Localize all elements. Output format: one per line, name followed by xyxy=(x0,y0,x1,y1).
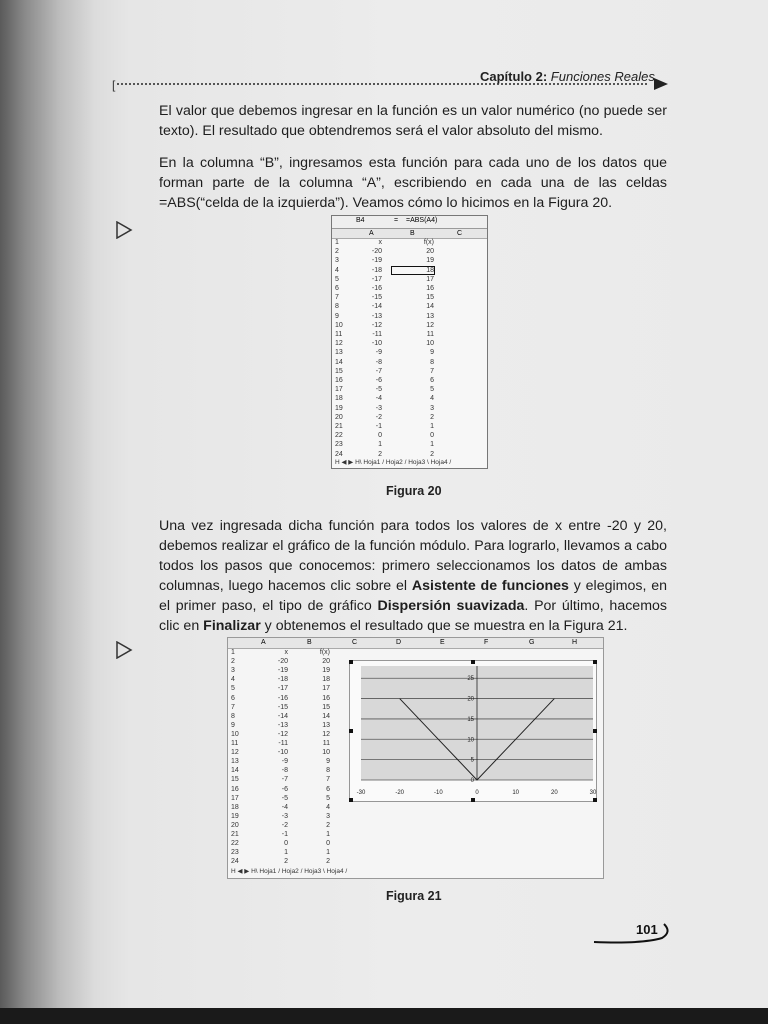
table-row xyxy=(332,405,487,414)
page-bottom-edge xyxy=(0,1008,768,1024)
column-header-g: G xyxy=(529,639,535,646)
row-number: 14 xyxy=(231,767,239,775)
row-number: 5 xyxy=(231,685,235,693)
cell-x: -4 xyxy=(281,803,288,811)
y-tick-label: 5 xyxy=(470,757,474,764)
row-number: 10 xyxy=(231,730,239,738)
table-row xyxy=(332,285,487,294)
p3-bold-dispersion: Dispersión suavizada xyxy=(377,598,525,614)
table-row xyxy=(228,840,338,849)
column-header-d: D xyxy=(396,639,402,646)
formula-equals: = xyxy=(394,217,399,224)
table-row xyxy=(332,359,487,368)
row-number: 14 xyxy=(335,358,343,366)
row-number: 13 xyxy=(335,349,343,357)
cell-fx: 1 xyxy=(326,849,330,857)
column-header-a: A xyxy=(261,639,266,646)
table-row xyxy=(228,685,338,694)
row-number: 13 xyxy=(231,758,239,766)
cell-fx: 12 xyxy=(322,730,330,738)
cell-fx: 16 xyxy=(322,694,330,702)
cell-fx: 8 xyxy=(430,358,434,366)
cell-x: x xyxy=(284,649,288,656)
cell-fx: 13 xyxy=(322,721,330,729)
table-row xyxy=(332,423,487,432)
row-number: 23 xyxy=(231,849,239,857)
y-tick-label: 20 xyxy=(467,696,474,703)
cell-x: -18 xyxy=(277,676,288,684)
table-row xyxy=(332,313,487,322)
p3-text-e: . Por último, hacemos clic en xyxy=(159,598,667,634)
cell-x: -16 xyxy=(371,285,382,292)
table-row xyxy=(228,676,338,685)
table-row xyxy=(332,441,487,450)
table-row xyxy=(332,340,487,349)
row-number: 1 xyxy=(231,649,235,656)
row-number: 7 xyxy=(335,294,339,302)
table-row xyxy=(228,776,338,785)
cell-fx: 19 xyxy=(426,257,434,265)
row-number: 7 xyxy=(231,703,235,711)
table-row xyxy=(332,257,487,266)
row-number: 3 xyxy=(335,257,339,265)
cell-x: -3 xyxy=(375,404,382,412)
cell-x: 1 xyxy=(284,849,288,857)
p3-bold-finalizar: Finalizar xyxy=(203,618,261,634)
table-row xyxy=(228,731,338,740)
cell-x: x xyxy=(378,239,382,246)
cell-fx: 6 xyxy=(430,377,434,384)
cell-x: -3 xyxy=(281,812,288,820)
x-tick-label: 10 xyxy=(512,790,520,796)
cell-fx: 9 xyxy=(326,758,330,766)
table-row xyxy=(228,767,338,776)
table-row xyxy=(332,294,487,303)
table-row xyxy=(228,722,338,731)
row-number: 20 xyxy=(231,821,239,829)
cell-fx: 6 xyxy=(326,785,330,793)
table-row xyxy=(228,713,338,722)
table-row xyxy=(332,322,487,331)
table-row xyxy=(228,822,338,831)
cell-x: 0 xyxy=(284,840,288,848)
formula-bar xyxy=(332,216,487,229)
cell-x: -11 xyxy=(278,740,288,747)
header-arrow-icon xyxy=(654,78,668,90)
cell-x: -13 xyxy=(371,312,382,320)
cell-x: -8 xyxy=(281,767,288,775)
table-row xyxy=(228,804,338,813)
cell-x: -13 xyxy=(277,721,288,729)
cell-fx: 4 xyxy=(430,395,434,403)
cell-x: -14 xyxy=(277,712,288,720)
cell-x: -19 xyxy=(371,257,382,265)
y-tick-label: 10 xyxy=(467,737,474,744)
selection-handle xyxy=(349,729,353,733)
cell-x: -7 xyxy=(281,776,288,784)
cell-fx: 2 xyxy=(430,413,434,421)
cell-x: -18 xyxy=(371,266,382,274)
name-box: B4 xyxy=(356,217,365,224)
cell-fx: 14 xyxy=(426,303,434,311)
row-number: 18 xyxy=(231,803,239,811)
row-number: 20 xyxy=(335,413,343,421)
figure-21-caption: Figura 21 xyxy=(386,889,442,903)
selection-handle xyxy=(349,798,353,802)
table-row xyxy=(228,795,338,804)
row-number: 2 xyxy=(335,248,339,256)
table-row xyxy=(332,395,487,404)
row-number: 9 xyxy=(335,312,339,320)
cell-fx: 7 xyxy=(430,367,434,375)
selection-handle xyxy=(593,729,597,733)
cell-x: -12 xyxy=(277,730,288,738)
selection-handle xyxy=(471,660,475,664)
table-row xyxy=(228,749,338,758)
row-number: 6 xyxy=(231,694,235,702)
table-row xyxy=(228,695,338,704)
column-header-f: F xyxy=(484,639,489,646)
cell-fx: 8 xyxy=(326,767,330,775)
selection-handle xyxy=(471,798,475,802)
cell-fx: 2 xyxy=(430,450,434,458)
cell-fx: 17 xyxy=(322,685,330,693)
cell-fx: 0 xyxy=(326,840,330,848)
column-headers xyxy=(332,229,487,239)
table-row xyxy=(332,349,487,358)
table-row xyxy=(228,758,338,767)
table-row xyxy=(228,831,338,840)
row-number: 23 xyxy=(335,441,343,449)
row-number: 9 xyxy=(231,721,235,729)
row-number: 6 xyxy=(335,285,339,292)
column-header-b: B xyxy=(410,230,415,237)
cell-x: -15 xyxy=(277,703,288,711)
cell-x: -17 xyxy=(371,275,382,283)
row-number: 1 xyxy=(335,239,339,246)
cell-fx: 4 xyxy=(326,803,330,811)
table-row xyxy=(228,740,338,749)
cell-fx: 5 xyxy=(326,794,330,802)
cell-fx: 10 xyxy=(322,749,330,757)
cell-fx: 1 xyxy=(326,831,330,838)
column-header-a: A xyxy=(369,230,374,237)
scatter-chart xyxy=(349,660,597,802)
chapter-title: Funciones Reales xyxy=(550,69,655,84)
row-number: 8 xyxy=(231,712,235,720)
row-number: 12 xyxy=(335,340,343,348)
row-number: 17 xyxy=(335,386,343,394)
cell-fx: f(x) xyxy=(423,239,434,246)
table-row xyxy=(332,386,487,395)
row-number: 4 xyxy=(335,266,339,274)
row-number: 15 xyxy=(231,776,239,784)
row-number: 24 xyxy=(335,450,343,458)
row-number: 5 xyxy=(335,275,339,283)
table-row xyxy=(332,331,487,340)
cell-fx: 3 xyxy=(430,404,434,412)
cell-x: -7 xyxy=(375,367,382,375)
cell-fx: 9 xyxy=(430,349,434,357)
row-number: 15 xyxy=(335,367,343,375)
p3-text-a: Una vez ingresada dicha función para todos los valores de x entre -20 y 20, debemos realizar el gráfico de la función módulo. Para lograrlo, llevamos a cabo todos los pasos que conocemos: primero seleccionamos los datos de ambas columnas, luego hacemos clic sobre el xyxy=(159,518,667,594)
cell-fx: 0 xyxy=(430,432,434,440)
cell-x: -20 xyxy=(371,248,382,256)
table-row xyxy=(228,667,338,676)
y-tick-label: 0 xyxy=(470,778,474,784)
p3-bold-asistente: Asistente de funciones xyxy=(411,578,569,594)
cell-x: -8 xyxy=(375,358,382,366)
cell-x: -6 xyxy=(281,785,288,793)
table-row xyxy=(228,786,338,795)
cell-x: -4 xyxy=(375,395,382,403)
table-row xyxy=(228,658,338,667)
x-tick-label: -20 xyxy=(395,790,405,796)
selection-handle xyxy=(593,798,597,802)
margin-triangle-icon xyxy=(115,641,133,659)
cell-x: -19 xyxy=(277,667,288,675)
cell-fx: 10 xyxy=(426,340,434,348)
sheet-tabs: H ◀ ▶ H\ Hoja1 / Hoja2 / Hoja3 \ Hoja4 / xyxy=(335,459,452,466)
cell-x: -10 xyxy=(371,340,382,348)
table-row xyxy=(228,849,338,858)
x-tick-label: 30 xyxy=(589,790,597,796)
chapter-label: Capítulo 2: xyxy=(480,69,548,84)
cell-x: -11 xyxy=(372,331,382,338)
y-tick-label: 15 xyxy=(467,716,474,723)
x-tick-label: -30 xyxy=(356,790,366,796)
cell-x: -16 xyxy=(277,694,288,702)
x-tick-label: -10 xyxy=(433,790,443,796)
p3-text-g: y obtenemos el resultado que se muestra en la Figura 21. xyxy=(260,618,628,634)
cell-x: -2 xyxy=(375,413,382,421)
y-tick-label: 25 xyxy=(467,676,474,683)
cell-fx: 18 xyxy=(322,676,330,684)
row-number: 16 xyxy=(231,785,239,793)
paragraph-2: En la columna “B”, ingresamos esta función para cada uno de los datos que forman parte de la columna “A”, escribiendo en cada una de las celdas =ABS(“celda de la izquierda”). Veamos cómo lo hicimos en la Figura 20. xyxy=(159,155,667,211)
cell-fx: 19 xyxy=(322,667,330,675)
row-number: 4 xyxy=(231,676,235,684)
cell-x: -15 xyxy=(371,294,382,302)
row-number: 11 xyxy=(335,331,343,338)
cell-fx: 2 xyxy=(326,858,330,866)
paragraph-3 xyxy=(159,516,667,636)
cell-fx: 12 xyxy=(426,321,434,329)
row-number: 24 xyxy=(231,858,239,866)
figure-20-spreadsheet xyxy=(331,215,488,469)
column-header-c: C xyxy=(352,639,358,646)
row-number: 22 xyxy=(231,840,239,848)
table-row xyxy=(228,649,338,658)
running-head xyxy=(480,69,655,84)
cell-x: -1 xyxy=(281,831,288,838)
x-tick-label: 0 xyxy=(475,790,479,796)
cell-x: -9 xyxy=(375,349,382,357)
cell-fx: 3 xyxy=(326,812,330,820)
cell-fx: 17 xyxy=(426,275,434,283)
table-row xyxy=(228,858,338,867)
column-header-b: B xyxy=(307,639,312,646)
cell-x: -10 xyxy=(277,749,288,757)
cell-fx: f(x) xyxy=(319,649,330,656)
cell-x: 2 xyxy=(378,450,382,458)
column-header-c: C xyxy=(457,230,463,237)
cell-x: -12 xyxy=(371,321,382,329)
row-number: 18 xyxy=(335,395,343,403)
cell-fx: 7 xyxy=(326,776,330,784)
figure-20-caption: Figura 20 xyxy=(386,484,442,498)
cell-x: 0 xyxy=(378,432,382,440)
row-number: 21 xyxy=(335,423,343,430)
cell-fx: 11 xyxy=(322,740,330,747)
row-number: 19 xyxy=(335,404,343,412)
margin-triangle-icon xyxy=(115,221,133,239)
column-header-e: E xyxy=(440,639,445,646)
row-number: 17 xyxy=(231,794,239,802)
selection-handle xyxy=(593,660,597,664)
cell-fx: 14 xyxy=(322,712,330,720)
row-number: 11 xyxy=(231,740,239,747)
table-row xyxy=(332,239,487,248)
paragraph-1: El valor que debemos ingresar en la función es un valor numérico (no puede ser texto). El resultado que obtendremos será el valor absoluto del mismo. xyxy=(159,103,667,139)
cell-x: 2 xyxy=(284,858,288,866)
x-tick-label: 20 xyxy=(550,790,558,796)
row-number: 22 xyxy=(335,432,343,440)
table-row xyxy=(332,414,487,423)
row-number: 21 xyxy=(231,831,239,838)
cell-fx: 16 xyxy=(426,285,434,292)
row-number: 12 xyxy=(231,749,239,757)
cell-x: 1 xyxy=(378,441,382,449)
page-number-swoosh xyxy=(592,918,672,946)
row-number: 8 xyxy=(335,303,339,311)
cell-fx: 15 xyxy=(322,703,330,711)
cell-fx: 11 xyxy=(426,331,434,338)
column-header-h: H xyxy=(572,639,578,646)
row-number: 10 xyxy=(335,321,343,329)
row-number: 3 xyxy=(231,667,235,675)
cell-x: -5 xyxy=(375,386,382,394)
page-number: 101 xyxy=(636,922,658,937)
cell-x: -1 xyxy=(375,423,382,430)
cell-fx: 20 xyxy=(426,248,434,256)
cell-x: -14 xyxy=(371,303,382,311)
cell-x: -17 xyxy=(277,685,288,693)
row-number: 16 xyxy=(335,377,343,384)
table-row xyxy=(332,377,487,386)
cell-fx: 5 xyxy=(430,386,434,394)
row-number: 19 xyxy=(231,812,239,820)
cell-x: -5 xyxy=(281,794,288,802)
selection-handle xyxy=(349,660,353,664)
cell-fx: 15 xyxy=(426,294,434,302)
column-headers xyxy=(228,638,603,649)
cell-fx: 18 xyxy=(392,267,434,274)
table-row xyxy=(332,267,487,276)
cell-x: -2 xyxy=(281,821,288,829)
row-number: 2 xyxy=(231,658,235,666)
cell-x: -20 xyxy=(277,658,288,666)
table-row xyxy=(228,704,338,713)
table-row xyxy=(332,432,487,441)
cell-fx: 2 xyxy=(326,821,330,829)
table-row xyxy=(228,813,338,822)
table-row xyxy=(332,303,487,312)
cell-fx: 20 xyxy=(322,658,330,666)
p3-text-c: y elegimos, en el primer paso, el tipo de gráfico xyxy=(159,578,667,614)
cell-fx: 1 xyxy=(430,441,434,449)
cell-fx: 1 xyxy=(430,423,434,430)
sheet-tabs: H ◀ ▶ H\ Hoja1 / Hoja2 / Hoja3 \ Hoja4 / xyxy=(231,868,348,875)
formula-text: =ABS(A4) xyxy=(406,217,438,224)
cell-fx: 13 xyxy=(426,312,434,320)
cell-x: -9 xyxy=(281,758,288,766)
header-bracket: [ xyxy=(112,78,116,92)
table-row xyxy=(332,368,487,377)
table-row xyxy=(332,276,487,285)
table-row xyxy=(332,248,487,257)
cell-x: -6 xyxy=(375,377,382,384)
